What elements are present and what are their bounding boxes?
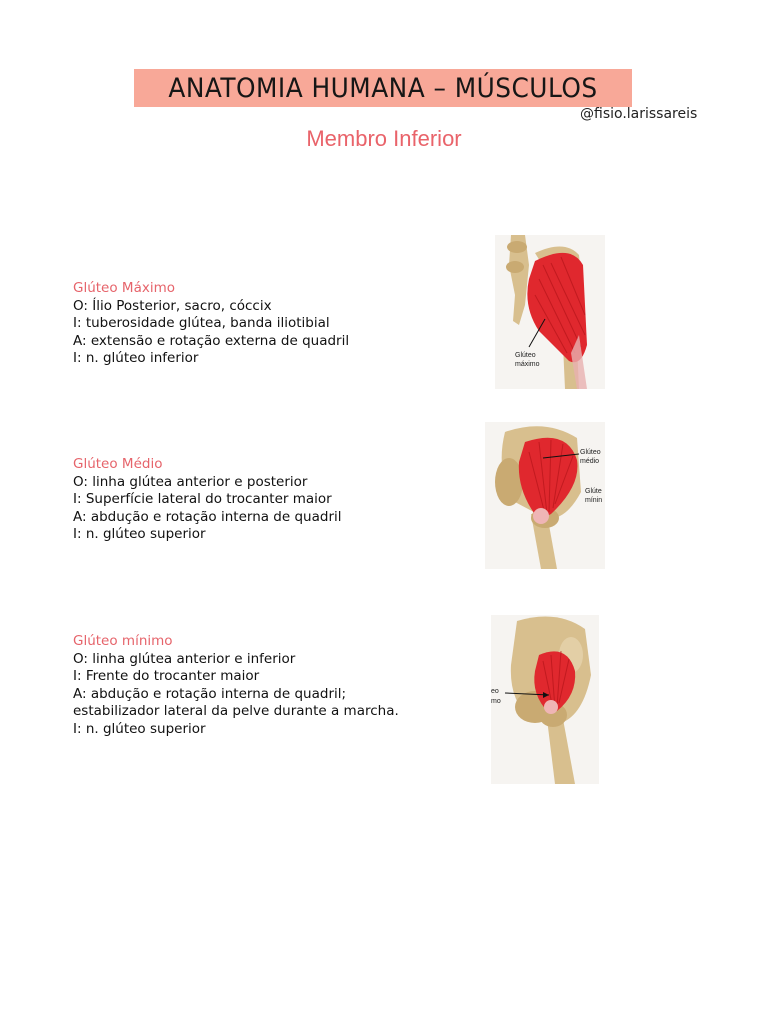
muscle-insertion: I: tuberosidade glútea, banda iliotibial bbox=[73, 315, 330, 332]
gluteo-medio-illustration bbox=[485, 422, 605, 569]
muscle-insertion: I: Superfície lateral do trocanter maior bbox=[73, 491, 332, 508]
muscle-origin: O: linha glútea anterior e posterior bbox=[73, 473, 308, 490]
figure-label: médio bbox=[580, 458, 600, 465]
muscle-innervation: I: n. glúteo superior bbox=[73, 526, 206, 543]
gluteo-maximo-illustration bbox=[495, 235, 605, 389]
figure-label: eo bbox=[491, 688, 499, 695]
author-handle: @fisio.larissareis bbox=[580, 106, 698, 122]
muscle-section-gluteo-minimo bbox=[73, 633, 473, 739]
muscle-action: A: abdução e rotação interna de quadril; bbox=[73, 685, 347, 702]
figure-label: Glúteo bbox=[515, 352, 536, 359]
muscle-action-continued: estabilizador lateral da pelve durante a marcha. bbox=[73, 703, 399, 720]
muscle-section-gluteo-maximo bbox=[73, 280, 473, 368]
figure-label: Glúteo bbox=[580, 449, 601, 456]
figure-label: máximo bbox=[515, 361, 540, 368]
muscle-name: Glúteo mínimo bbox=[73, 633, 173, 649]
figure-label: mo bbox=[491, 698, 501, 705]
muscle-action: A: extensão e rotação externa de quadril bbox=[73, 332, 350, 349]
muscle-innervation: I: n. glúteo superior bbox=[73, 720, 206, 737]
page-title: ANATOMIA HUMANA – MÚSCULOS bbox=[168, 73, 598, 104]
figure-label: mínin bbox=[585, 497, 603, 504]
muscle-section-gluteo-medio bbox=[73, 456, 473, 544]
muscle-insertion: I: Frente do trocanter maior bbox=[73, 668, 260, 685]
muscle-name: Glúteo Máximo bbox=[73, 280, 175, 296]
muscle-origin: O: linha glútea anterior e inferior bbox=[73, 650, 296, 667]
muscle-action: A: abdução e rotação interna de quadril bbox=[73, 508, 342, 525]
gluteo-minimo-illustration bbox=[491, 615, 599, 784]
muscle-innervation: I: n. glúteo inferior bbox=[73, 350, 199, 367]
figure-label: Glúte bbox=[585, 488, 602, 495]
muscle-origin: O: Ílio Posterior, sacro, cóccix bbox=[73, 297, 272, 314]
page-subtitle: Membro Inferior bbox=[306, 126, 462, 151]
muscle-name: Glúteo Médio bbox=[73, 456, 163, 472]
